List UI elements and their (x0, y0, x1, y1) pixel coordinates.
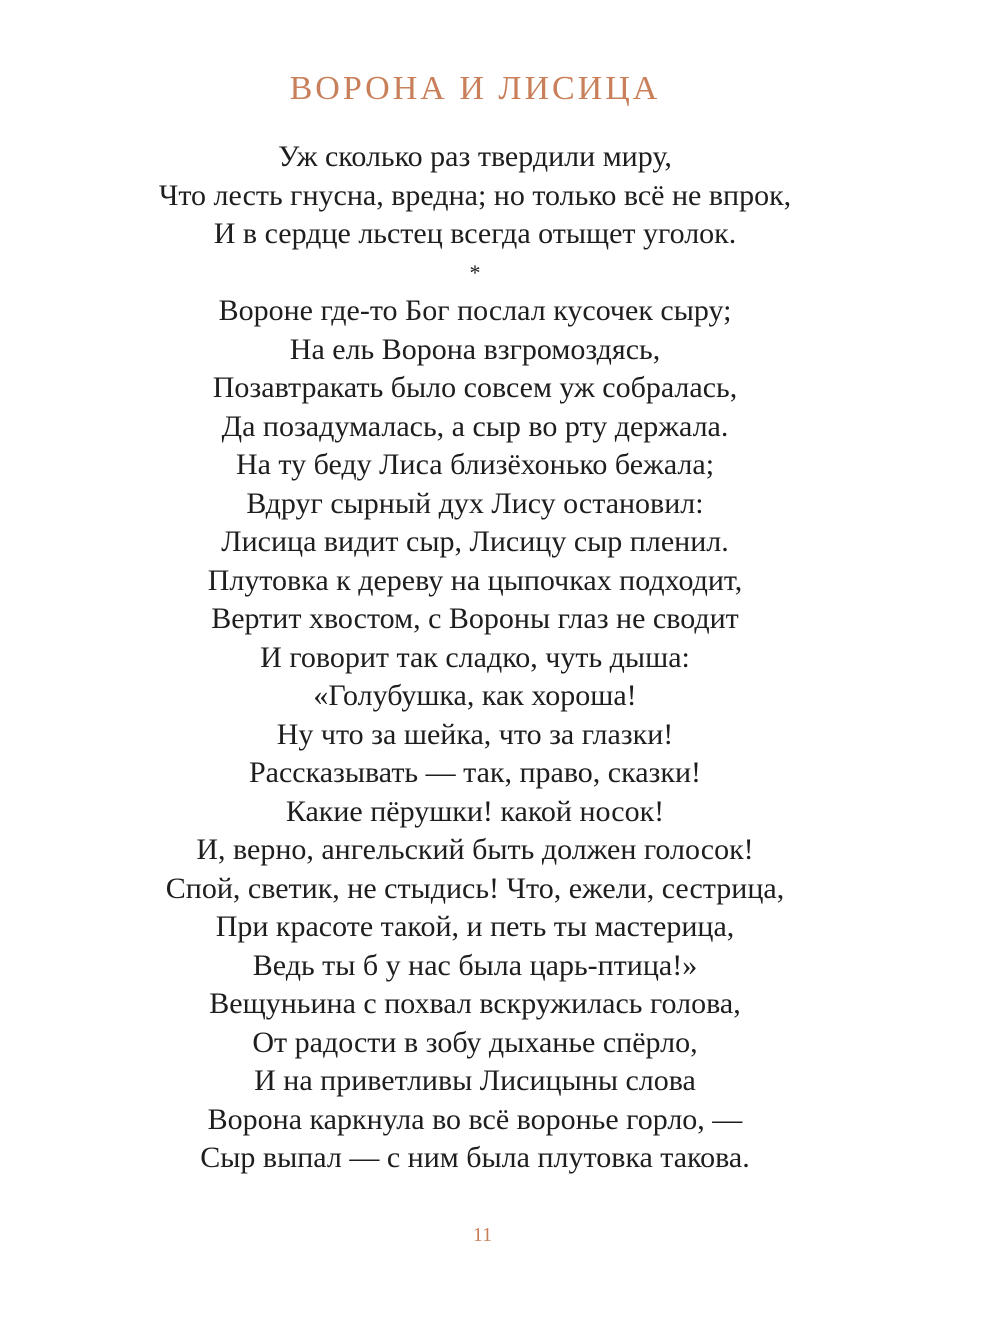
poem-line: Спой, светик, не стыдись! Что, ежели, сестрица, (165, 871, 785, 905)
poem-line: Вороне где-то Бог послал кусочек сыру; (218, 294, 732, 327)
poem-line: От радости в зобу дыханье спёрло, (252, 1025, 698, 1059)
poem-line: Вертит хвостом, с Вороны глаз не сводит (211, 602, 739, 635)
poem-line: И на приветливы Лисицыны слова (254, 1064, 696, 1097)
poem-line: Вдруг сырный дух Лису остановил: (246, 486, 704, 520)
poem-line: Плутовка к дереву на цыпочках подходит, (207, 563, 743, 597)
story-stanza (0, 292, 950, 1178)
poem-line: Сыр выпал — с ним была плутовка такова. (200, 1141, 750, 1174)
poem-line: На ту беду Лиса близёхонько бежала; (235, 448, 715, 481)
poem-line: Да позадумалась, а сыр во рту держала. (221, 409, 729, 443)
poem-line: Какие пёрушки! какой носок! (285, 794, 665, 828)
poem-line: Ворона каркнула во всё воронье горло, — (207, 1102, 743, 1136)
poem-line: При красоте такой, и петь ты мастерица, (215, 910, 735, 943)
poem-line: Лисица видит сыр, Лисицу сыр пленил. (221, 525, 729, 558)
poem-line: Ведь ты б у нас была царь-птица!» (252, 948, 698, 982)
poem-line: Ну что за шейка, что за глазки! (276, 717, 674, 751)
asterisk-divider: * (469, 260, 481, 285)
poem-line: На ель Ворона взгромоздясь, (289, 332, 661, 366)
poem-line: Что лесть гнусна, вредна; но только всё не впрок, (158, 178, 792, 212)
poem-line: И говорит так сладко, чуть дыша: (260, 640, 690, 674)
moral-stanza (0, 138, 950, 254)
poem-line: «Голубушка, как хороша! (313, 679, 637, 712)
poem-line: И, верно, ангельский быть должен голосок! (196, 833, 754, 866)
poem-line: Рассказывать — так, право, сказки! (248, 756, 702, 789)
page-number: 11 (472, 1224, 493, 1246)
poem-title: ВОРОНА И ЛИСИЦА (289, 70, 661, 107)
poem-line: Вещуньина с похвал вскружилась голова, (209, 987, 741, 1020)
poem-line: И в сердце льстец всегда отыщет уголок. (213, 217, 737, 250)
poem-line: Позавтракать было совсем уж собралась, (212, 371, 738, 404)
poem-line: Уж сколько раз твердили миру, (278, 140, 672, 173)
